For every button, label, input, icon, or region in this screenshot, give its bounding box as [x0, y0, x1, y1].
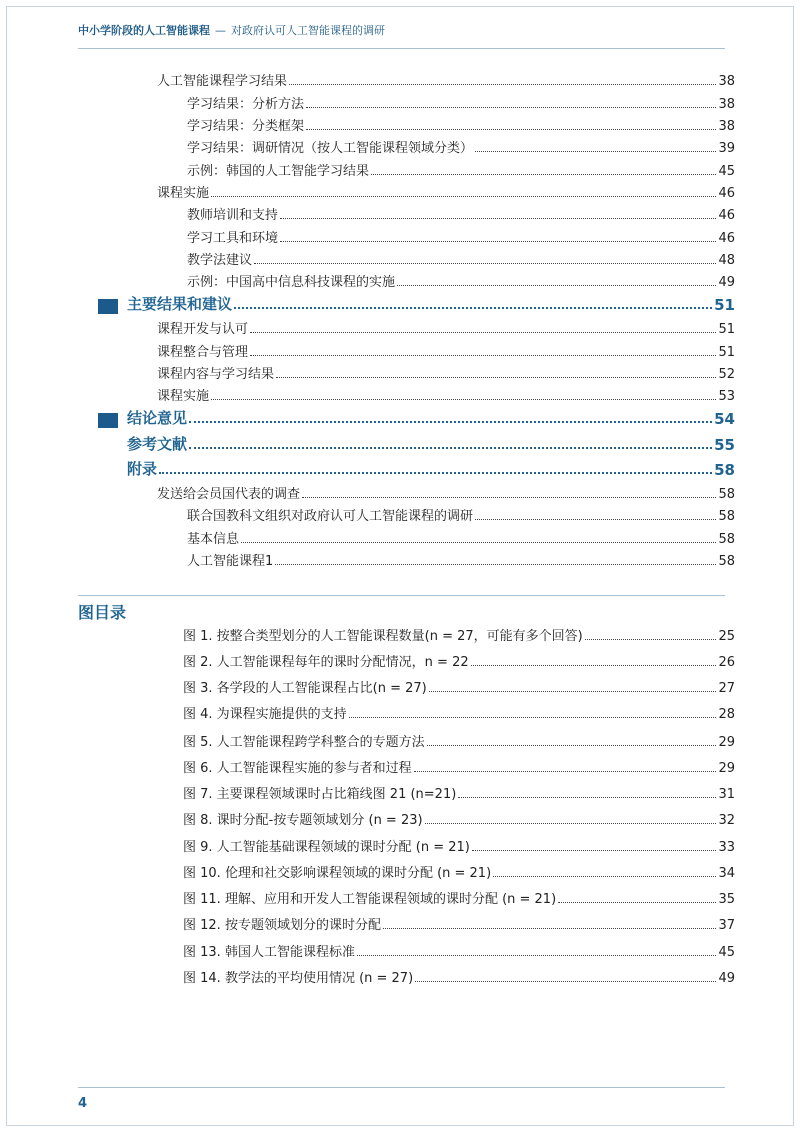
- figure-entry[interactable]: [183, 651, 735, 670]
- toc-entry[interactable]: [187, 115, 735, 134]
- figure-entry-label: 图 14. 教学法的平均使用情况 (n = 27): [183, 971, 414, 986]
- figure-entry-label: 图 3. 各学段的人工智能课程占比(n = 27): [183, 681, 427, 696]
- toc-leader: [275, 563, 716, 565]
- toc-entry-label: 课程实施: [157, 186, 210, 201]
- toc-entry-label: 课程开发与认可: [157, 322, 249, 337]
- toc-entry-label: 示例：韩国的人工智能学习结果: [187, 164, 370, 179]
- figure-entry-page: 26: [718, 655, 735, 670]
- toc-entry[interactable]: [157, 363, 735, 382]
- toc-leader: [475, 150, 716, 152]
- figure-entry-page: 37: [718, 918, 735, 933]
- figure-entry-page: 35: [718, 892, 735, 907]
- toc-entry-page: 51: [718, 322, 735, 337]
- figure-entry-page: 32: [718, 813, 735, 828]
- toc-entry-page: 38: [718, 119, 735, 134]
- figure-entry-label: 图 1. 按整合类型划分的人工智能课程数量(n = 27，可能有多个回答): [183, 629, 583, 644]
- figure-entry[interactable]: [183, 862, 735, 881]
- toc-leader: [250, 354, 716, 356]
- toc-entry[interactable]: [187, 249, 735, 268]
- toc-leader: [349, 716, 717, 718]
- toc-leader: [250, 331, 716, 333]
- toc-entry-page: 46: [718, 231, 735, 246]
- figure-entry-label: 图 7. 主要课程领域课时占比箱线图 21 (n=21): [183, 787, 457, 802]
- figure-entry[interactable]: [183, 914, 735, 933]
- figure-entry-page: 29: [718, 735, 735, 750]
- toc-entry-label: 示例：中国高中信息科技课程的实施: [187, 275, 396, 290]
- figure-entry-label: 图 5. 人工智能课程跨学科整合的专题方法: [183, 735, 425, 750]
- toc-entry-page: 53: [718, 389, 735, 404]
- toc-entry-page: 51: [714, 296, 735, 314]
- figure-entry-label: 图 6. 人工智能课程实施的参与者和过程: [183, 761, 412, 776]
- toc-entry-page: 58: [718, 487, 735, 502]
- toc-leader: [254, 262, 716, 264]
- toc-leader: [425, 822, 717, 824]
- figure-entry-page: 28: [718, 707, 735, 722]
- figure-entry-page: 27: [718, 681, 735, 696]
- toc-entry-label: 发送给会员国代表的调查: [157, 487, 301, 502]
- figure-entry-label: 图 2. 人工智能课程每年的课时分配情况，n = 22: [183, 655, 469, 670]
- toc-entry-page: 46: [718, 186, 735, 201]
- header-title: 中小学阶段的人工智能课程: [78, 24, 210, 37]
- toc-leader: [371, 173, 716, 175]
- toc-entry[interactable]: [157, 341, 735, 360]
- toc-leader: [280, 217, 716, 219]
- section-rule: [78, 595, 725, 596]
- toc-leader: [493, 875, 716, 877]
- toc-entry-label: 课程整合与管理: [157, 345, 249, 360]
- toc-entry-label: 学习结果：调研情况（按人工智能课程领域分类）: [187, 141, 474, 156]
- toc-leader: [415, 980, 716, 982]
- toc-chapter[interactable]: [127, 407, 735, 428]
- figure-entry[interactable]: [183, 703, 735, 722]
- toc-leader: [241, 541, 716, 543]
- toc-entry-page: 51: [718, 345, 735, 360]
- toc-entry-page: 58: [718, 554, 735, 569]
- toc-entry[interactable]: [187, 505, 735, 524]
- toc-leader: [234, 306, 712, 309]
- figure-entry[interactable]: [183, 757, 735, 776]
- figure-entry-page: 29: [718, 761, 735, 776]
- toc-entry[interactable]: [187, 227, 735, 246]
- figure-entry[interactable]: [183, 731, 735, 750]
- toc-entry-label: 联合国教科文组织对政府认可人工智能课程的调研: [187, 509, 474, 524]
- page-number: 4: [78, 1096, 88, 1111]
- toc-entry-label: 学习结果：分析方法: [187, 97, 305, 112]
- toc-entry[interactable]: [157, 182, 735, 201]
- figure-entry-page: 45: [718, 945, 735, 960]
- toc-entry-label: 学习结果：分类框架: [187, 119, 305, 134]
- figure-entry-label: 图 4. 为课程实施提供的支持: [183, 707, 347, 722]
- toc-entry-label: 结论意见: [127, 409, 188, 427]
- toc-leader: [414, 770, 717, 772]
- toc-entry-page: 38: [718, 74, 735, 89]
- toc-entry-label: 主要结果和建议: [127, 295, 233, 313]
- toc-entry[interactable]: [157, 385, 735, 404]
- toc-leader: [357, 954, 717, 956]
- toc-leader: [306, 106, 716, 108]
- figure-entry-page: 33: [718, 840, 735, 855]
- figure-entry-page: 34: [718, 866, 735, 881]
- toc-entry[interactable]: [187, 137, 735, 156]
- toc-entry-page: 38: [718, 97, 735, 112]
- figure-entry[interactable]: [183, 967, 735, 986]
- section-square-icon: [98, 299, 118, 314]
- toc-entry-label: 教师培训和支持: [187, 208, 279, 223]
- figure-entry[interactable]: [183, 677, 735, 696]
- toc-entry[interactable]: [187, 160, 735, 179]
- figure-entry[interactable]: [183, 809, 735, 828]
- figure-entry-label: 图 10. 伦理和社交影响课程领域的课时分配 (n = 21): [183, 866, 492, 881]
- toc-leader: [558, 901, 716, 903]
- figure-entry-label: 图 12. 按专题领域划分的课时分配: [183, 918, 381, 933]
- toc-entry-label: 学习工具和环境: [187, 231, 279, 246]
- figure-entry-label: 图 8. 课时分配-按专题领域划分 (n = 23): [183, 813, 423, 828]
- toc-entry-page: 58: [718, 509, 735, 524]
- toc-leader: [458, 796, 716, 798]
- toc-entry-page: 58: [714, 461, 735, 479]
- toc-entry-label: 课程内容与学习结果: [157, 367, 275, 382]
- toc-entry[interactable]: [187, 528, 735, 547]
- toc-leader: [211, 398, 716, 400]
- toc-chapter[interactable]: [127, 458, 735, 479]
- toc-leader: [189, 446, 712, 449]
- toc-leader: [189, 420, 712, 423]
- toc-entry-page: 45: [718, 164, 735, 179]
- toc-entry-page: 58: [718, 532, 735, 547]
- toc-entry-page: 49: [718, 275, 735, 290]
- header-subtitle: 对政府认可人工智能课程的调研: [231, 24, 385, 37]
- figure-entry[interactable]: [183, 888, 735, 907]
- toc-leader: [280, 240, 716, 242]
- toc-leader: [429, 690, 717, 692]
- header-rule: [78, 48, 725, 49]
- toc-leader: [211, 195, 716, 197]
- toc-entry-label: 教学法建议: [187, 253, 253, 268]
- toc-entry-page: 46: [718, 208, 735, 223]
- toc-entry[interactable]: [157, 318, 735, 337]
- figure-entry[interactable]: [183, 836, 735, 855]
- toc-entry[interactable]: [187, 550, 735, 569]
- toc-entry-label: 附录: [127, 460, 158, 478]
- figure-entry-label: 图 13. 韩国人工智能课程标准: [183, 945, 355, 960]
- toc-entry[interactable]: [187, 93, 735, 112]
- figure-entry-label: 图 9. 人工智能基础课程领域的课时分配 (n = 21): [183, 840, 470, 855]
- toc-entry-page: 39: [718, 141, 735, 156]
- toc-entry[interactable]: [187, 271, 735, 290]
- toc-entry-label: 人工智能课程学习结果: [157, 74, 288, 89]
- toc-entry[interactable]: [157, 483, 735, 502]
- toc-leader: [585, 638, 717, 640]
- running-header: [78, 22, 385, 38]
- section-square-icon: [98, 413, 118, 428]
- toc-entry-label: 基本信息: [187, 532, 240, 547]
- toc-entry-label: 课程实施: [157, 389, 210, 404]
- toc-leader: [475, 518, 716, 520]
- toc-leader: [306, 128, 716, 130]
- figure-entry-page: 49: [718, 971, 735, 986]
- toc-entry-label: 参考文献: [127, 435, 188, 453]
- toc-chapter[interactable]: [127, 433, 735, 454]
- toc-entry-page: 55: [714, 436, 735, 454]
- figure-entry-label: 图 11. 理解、应用和开发人工智能课程领域的课时分配 (n = 21): [183, 892, 557, 907]
- toc-leader: [397, 284, 716, 286]
- toc-leader: [289, 83, 716, 85]
- toc-leader: [302, 496, 716, 498]
- toc-chapter[interactable]: [127, 293, 735, 314]
- figure-entry[interactable]: [183, 941, 735, 960]
- toc-entry-label: 人工智能课程1: [187, 554, 274, 569]
- figure-entry-page: 25: [718, 629, 735, 644]
- footer-rule: [78, 1087, 725, 1088]
- toc-entry-page: 48: [718, 253, 735, 268]
- figure-entry[interactable]: [183, 625, 735, 644]
- toc-leader: [427, 744, 717, 746]
- toc-entry[interactable]: [157, 70, 735, 89]
- toc-leader: [276, 376, 716, 378]
- toc-leader: [471, 664, 717, 666]
- toc-entry[interactable]: [187, 204, 735, 223]
- header-separator: —: [215, 24, 226, 37]
- figure-entry[interactable]: [183, 783, 735, 802]
- toc-entry-page: 54: [714, 410, 735, 428]
- toc-leader: [472, 849, 717, 851]
- figures-list-title: 图目录: [78, 603, 127, 622]
- toc-leader: [159, 471, 712, 474]
- figure-entry-page: 31: [718, 787, 735, 802]
- toc-leader: [383, 927, 717, 929]
- toc-entry-page: 52: [718, 367, 735, 382]
